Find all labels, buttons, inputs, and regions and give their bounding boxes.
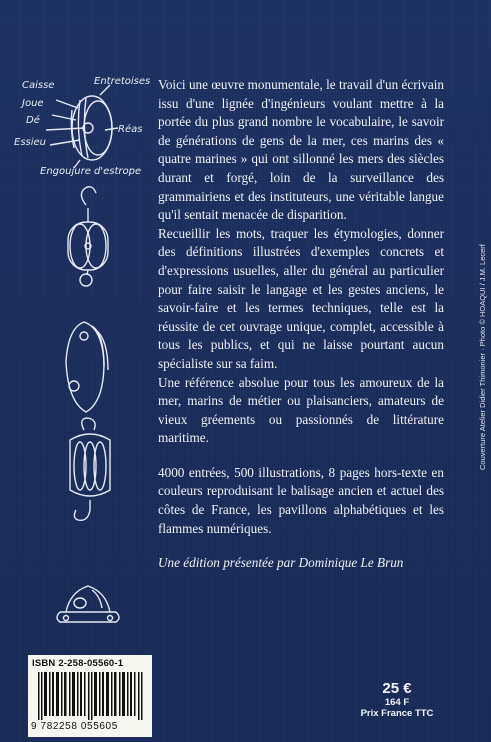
ean-digits: 9 782258 055605 <box>31 721 118 732</box>
hook-block-drawing <box>68 187 108 286</box>
paragraph-contents: 4000 entrées, 500 illustrations, 8 pages hors-texte en couleurs reproduisant le balisage ancien et actuel des côtes de France, les pavillons alphabétiques et les flammes numériques. <box>158 464 444 536</box>
label-joue: Joue <box>22 98 44 109</box>
label-engoujure: Engoujure d'estrope <box>40 166 142 177</box>
cover-credit: Couverture Atelier Didier Thimonier · Photo © HOAQUI / J.M. Lecerf <box>478 244 487 470</box>
deck-block-drawing <box>57 586 119 622</box>
single-block-drawing <box>66 322 108 412</box>
isbn-number: ISBN 2-258-05560-1 <box>32 658 124 669</box>
label-caisse: Caisse <box>22 80 55 91</box>
edition-credit: Une édition présentée par Dominique Le Brun <box>158 555 404 571</box>
price-francs: 164 F <box>384 697 410 708</box>
paragraph-intro: Voici une œuvre monumentale, le travail d'un écrivain issu d'une lignée d'ingénieurs voulant mettre à la portée du plus grand nombre le vocabulaire, le savoir de générations de gens de la mer, ces marins des « quatre marines » qui ont sillonné les mers des siècles durant et forgé, loin de la surveillance des grammairiens et des instituteurs, une véritable langue qu'il sentait menacée de disparition. <box>158 77 444 223</box>
blurb-text <box>158 76 444 573</box>
paragraph-audience: Une référence absolue pour tous les amoureux de la mer, marins de métier ou plaisanciers, amateurs de vieux gréements ou passionnés de littérature maritime. <box>158 374 444 446</box>
label-reas: Réas <box>118 124 143 135</box>
price-label: Prix France TTC <box>360 708 434 719</box>
price-euro: 25 € <box>382 680 412 697</box>
triple-block-drawing <box>70 418 110 520</box>
barcode-bars <box>38 672 144 720</box>
label-de: Dé <box>26 115 40 126</box>
barcode-panel <box>28 655 152 737</box>
price-block <box>352 680 442 719</box>
label-entretoises: Entretoises <box>94 76 151 87</box>
labeled-block-drawing <box>46 85 118 168</box>
label-essieu: Essieu <box>14 137 47 148</box>
paragraph-method: Recueillir les mots, traquer les étymologies, donner des définitions illustrées d'exemples concrets et d'expressions usuelles, aller du général au particulier pour faire saisir le langage et les gestes anciens, le savoir-faire et les termes techniques, telle est la réussite de cet ouvrage unique, complet, accessible à tous les publics, et qui ne laisse pourtant aucun spécialiste sur sa faim. <box>158 225 444 371</box>
